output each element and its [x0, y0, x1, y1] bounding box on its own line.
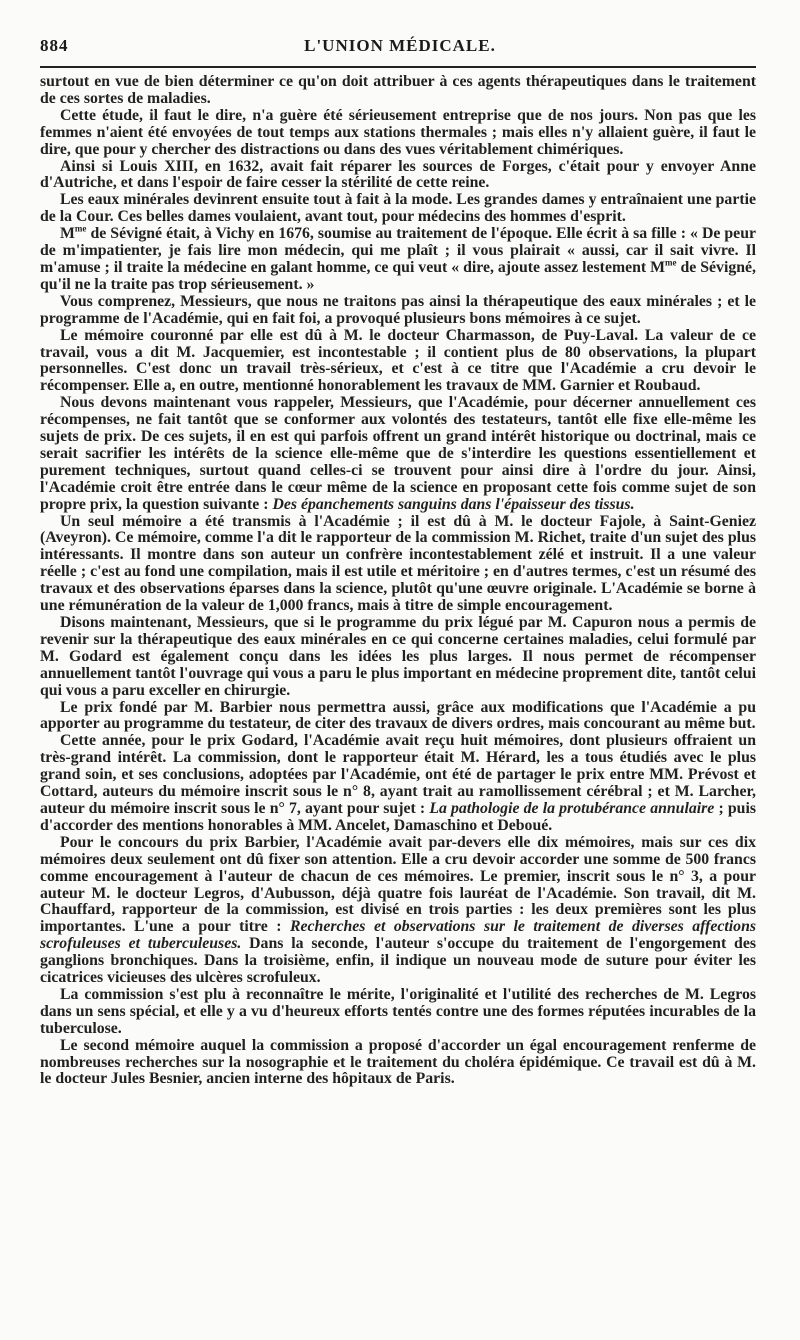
text-run: Vous comprenez, Messieurs, que nous ne traitons pas ainsi la thérapeutique des eaux minérales ; et le programme de l'Académie, qui en fait foi, a provoqué plusieurs bons mémoires à ce sujet.: [40, 292, 756, 327]
paragraph: [40, 294, 756, 328]
text-run: Nous devons maintenant vous rappeler, Messieurs, que l'Académie, pour décerner annuellement ces récompenses, ne fait tantôt que se conformer aux volontés des testateurs, tantôt elle fixe elle-même les sujets de prix. De ces sujets, il en est qui parfois offrent un grand intérêt historique ou doctrinal, mais ce serait sacrifier les intérêts de la science elle-même que de s'interdire les questions essentiellement et purement techniques, surtout quand celles-ci se trouvent pour ainsi dire à l'ordre du jour. Ainsi, l'Académie croit être entrée dans le cœur même de la science en proposant cette fois comme sujet de son propre prix, la question suivante :: [40, 394, 756, 513]
text-run: Un seul mémoire a été transmis à l'Académie ; il est dû à M. le docteur Fajole, à Saint-Geniez (Aveyron). Ce mémoire, comme l'a dit le rapporteur de la commission M. Richet, traite d'un sujet des plus intéressants. Il montre dans son auteur un confrère incontestablement zélé et instruit. Il a une valeur réelle ; c'est au fond une compilation, mais il est utile et méritoire ; en d'autres termes, c'est un résumé des travaux et des observations éparses dans la science, plutôt qu'une œuvre originale. L'Académie se borne à une rémunération de la valeur de 1,000 francs, mais à titre de simple encouragement.: [40, 512, 756, 615]
paragraph: [40, 328, 756, 396]
text-run: Le prix fondé par M. Barbier nous permettra aussi, grâce aux modifications que l'Académie a pu apporter au programme du testateur, de citer des travaux de divers ordres, mais concourant au même but.: [40, 698, 756, 733]
text-run: Ainsi si Louis XIII, en 1632, avait fait réparer les sources de Forges, c'était pour y envoyer Anne d'Autriche, et dans l'espoir de faire cesser la stérilité de cette reine.: [40, 157, 756, 192]
paragraph: [40, 74, 756, 108]
page-header: [36, 36, 764, 62]
text-run: Disons maintenant, Messieurs, que si le programme du prix légué par M. Capuron nous a permis de revenir sur la thérapeutique des eaux minérales en ce qui concerne certaines maladies, celui formulé par M. Godard est également conçu dans les idées les plus larges. Il nous permet de récompenser annuellement tantôt l'ouvrage qui vous a paru le plus important en médecine proprement dite, tantôt celui qui vous a paru exceller en chirurgie.: [40, 614, 756, 699]
paragraph: [40, 1038, 756, 1089]
paragraph: [40, 192, 756, 226]
paragraph: [40, 395, 756, 513]
text-run: Cette année, pour le prix Godard, l'Académie avait reçu huit mémoires, dont plusieurs offraient un très-grand intérêt. La commission, dont le rapporteur était M. Hérard, les a tous étudiés avec le plus grand soin, et ses conclusions, adoptées par l'Académie, ont été de partager le prix entre MM. Prévost et Cottard, auteurs du mémoire inscrit sous le n° 8, ayant trait au ramollissement cérébral ; et M. Larcher, auteur du mémoire inscrit sous le n° 7, ayant pour sujet :: [40, 732, 756, 817]
paragraph: [40, 615, 756, 700]
header-rule: [40, 66, 756, 68]
text-run: Le mémoire couronné par elle est dû à M. le docteur Charmasson, de Puy-Laval. La valeur de ce travail, vous a dit M. Jacquemier, est incontestable ; il contient plus de 80 observations, la plupart personnelles. C'est donc un travail très-sérieux, et c'est à ce titre que l'Académie a cru devoir le récompenser. Elle a, en outre, mentionné honorablement les travaux de MM. Garnier et Roubaud.: [40, 326, 756, 395]
paragraph: [40, 700, 756, 734]
text-run: Dans la seconde, l'auteur s'occupe du traitement de l'engorgement des ganglions bronchiques. Dans la troisième, enfin, il indique un nouveau mode de suture pour éviter les cicatrices vicieuses des ulcères scrofuleux.: [40, 935, 756, 987]
text-run: de Sévigné était, à Vichy en 1676, soumise au traitement de l'époque. Elle écrit à sa fille : « De peur de m'impatienter, je fais lire mon médecin, qui me plaît ; il vous plairait « aussi, car il sait vivre. Il m'amuse ; il traite la médecine en galant homme, ce qui veut « dire, ajoute assez lestement M: [40, 225, 756, 276]
italic-title: Des épanchements sanguins dans l'épaisseur des tissus.: [272, 495, 635, 513]
paragraph: [40, 733, 756, 834]
text-run: La commission s'est plu à reconnaître le mérite, l'originalité et l'utilité des recherches de M. Legros dans un sens spécial, et elle y a vu d'heureux efforts tentés contre une des formes réputées incurables de la tuberculose.: [40, 985, 756, 1037]
text-run: Cette étude, il faut le dire, n'a guère été sérieusement entreprise que de nos jours. Non pas que les femmes n'aient été envoyées de tout temps aux stations thermales ; mais elles n'y allaient guère, il faut le dire, que pour y chercher des distractions ou dans des vues véritablement chimériques.: [40, 106, 756, 158]
paragraph: [40, 987, 756, 1038]
body-text: [40, 74, 756, 1326]
paragraph: [40, 159, 756, 193]
paragraph: [40, 835, 756, 987]
text-run: M: [60, 225, 75, 243]
text-run: ; puis d'accorder des mentions honorables à MM. Ancelet, Damaschino et Deboué.: [40, 799, 756, 834]
text-run: Les eaux minérales devinrent ensuite tout à fait à la mode. Les grandes dames y entraînaient une partie de la Cour. Ces belles dames voulaient, avant tout, pour médecins des hommes d'esprit.: [40, 191, 756, 226]
page-number: 884: [40, 36, 69, 55]
text-run: de Sévigné, qu'il ne la traite pas trop sérieusement. »: [40, 258, 756, 293]
paragraph: [40, 223, 756, 294]
text-run: Pour le concours du prix Barbier, l'Académie avait par-devers elle dix mémoires, mais sur ces dix mémoires deux seulement ont dû fixer son attention. Elle a cru devoir accorder une somme de 500 francs comme encouragement à l'auteur de chacun de ces mémoires. Le premier, inscrit sous le n° 3, a pour auteur M. le docteur Legros, d'Aubusson, déjà quatre fois lauréat de l'Académie. Son travail, dit M. Chauffard, rapporteur de la commission, est divisé en trois parties : les deux premières sont les plus importantes. L'une a pour titre :: [40, 833, 756, 936]
text-run: surtout en vue de bien déterminer ce qu'on doit attribuer à ces agents thérapeutiques dans le traitement de ces sortes de maladies.: [40, 74, 756, 107]
superscript: me: [665, 257, 677, 268]
italic-title: La pathologie de la protubérance annulaire: [429, 799, 715, 817]
paragraph: [40, 108, 756, 159]
paragraph: [40, 514, 756, 615]
running-title: L'UNION MÉDICALE.: [304, 36, 496, 55]
text-run: Le second mémoire auquel la commission a proposé d'accorder un égal encouragement renferme de nombreuses recherches sur la nosographie et le traitement du choléra épidémique. Ce travail est dû à M. le docteur Jules Besnier, ancien interne des hôpitaux de Paris.: [40, 1036, 756, 1088]
superscript: me: [74, 223, 87, 234]
italic-title: Recherches et observations sur le traitement de diverses affections scrofuleuses et tuberculeuses.: [40, 918, 756, 953]
